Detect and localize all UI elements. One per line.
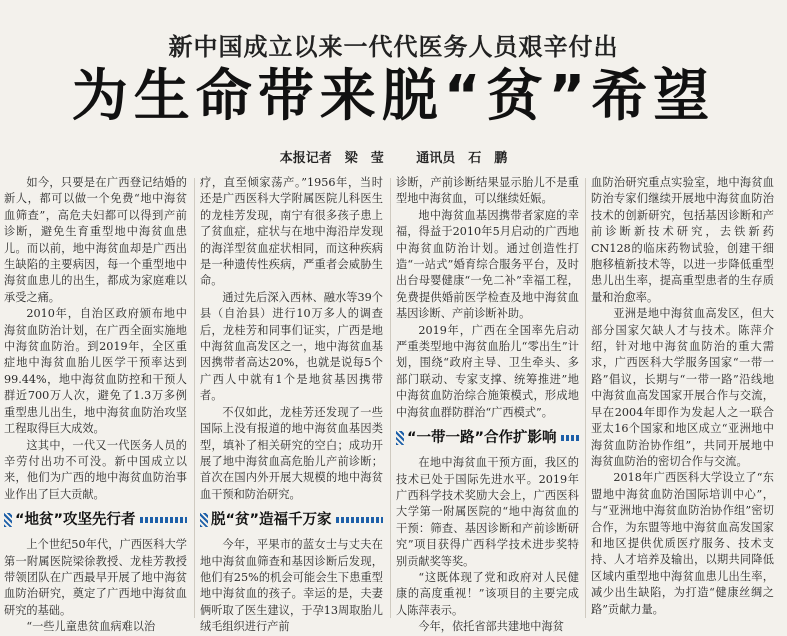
- article-paragraph: 地中海贫血基因携带者家庭的幸福，得益于2010年5月启动的广西地中海贫血防治计划。通过创造性打造“一站式”婚育综合服务平台，及时出台母婴健康“一免二补”幸福工程，免费提供婚前医学检查及地中海贫血基因诊断、产前诊断补助。: [396, 208, 579, 321]
- section-heading: [4, 509, 187, 531]
- column-divider: [585, 178, 586, 618]
- article-paragraph: 2018年广西医科大学设立了“东盟地中海贫血防治国际培训中心”，与“亚洲地中海贫血防治协作组”密切合作，为东盟等地中海贫血高发国家和地区提供优质医疗服务、技术支持、人才培养及输出，以期共同降低区域内重型地中海贫血患儿出生率，减少出生缺陷，为打造“健康丝绸之路”贡献力量。: [591, 471, 774, 616]
- article-paragraph: “这既体现了党和政府对人民健康的高度重视！”该项目的主要完成人陈萍表示。: [396, 570, 579, 617]
- article-paragraph: 2010年，自治区政府颁布地中海贫血防治计划，在广西全面实施地中海贫血防治。到2019年，全区重症地中海贫血胎儿医学干预率达到99.44%，地中海贫血防控和干预人群近700万人次，避免了1.3万多例重型患儿出生，地中海贫血防治攻坚工程取得巨大成效。: [4, 307, 187, 436]
- section-rule: [140, 517, 187, 523]
- article-paragraph: 如今，只要是在广西登记结婚的新人，都可以做一个免费“地中海贫血筛查”，高危夫妇都可以得到产前诊断，避免生育重型地中海贫血患儿。而以前，地中海贫血却是广西出生缺陷的主要病因，每一个重型地中海贫血患儿的出生，都成为家庭难以承受之痛。: [4, 176, 187, 304]
- section-marker: [4, 513, 12, 527]
- article-paragraph: “一些儿童患贫血病难以治: [26, 620, 156, 634]
- article-column-3: [396, 175, 579, 636]
- article-paragraph: 亚洲是地中海贫血高发区，但大部分国家欠缺人才与技术。陈萍介绍，针对地中海贫血防治的重大需求，广西医科大学服务国家“一带一路”倡议，长期与“一带一路”沿线地中海贫血高发国家开展合作与交流，早在2004年即作为发起人之一联合亚太16个国家和地区成立“亚洲地中海贫血防治协作组”，共同开展地中海贫血防治的密切合作与交流。: [591, 307, 774, 468]
- article-column-2: [200, 175, 383, 636]
- article-paragraph: 在地中海贫血干预方面，我区的技术已处于国际先进水平。2019年广西科学技术奖励大会上，广西医科大学第一附属医院的“地中海贫血的干预：筛查、基因诊断和产前诊断研究”项目获得广西科学技术进步奖特别贡献奖等奖。: [396, 456, 579, 568]
- article-paragraph: 这其中，一代又一代医务人员的辛劳付出功不可没。新中国成立以来，他们为广西的地中海贫血防治事业作出了巨大贡献。: [4, 438, 187, 501]
- article-paragraph: 血防治研究重点实验室，地中海贫血防治专家们继续开展地中海贫血防治技术的创新研究，包括基因诊断和产前诊断新技术研究，去铁新药CN128的临床药物试验，创建干细胞移植新技术等，以进一步降低重型患儿出生率，提高重型患者的生存质量和治愈率。: [591, 176, 774, 304]
- article-paragraph: 不仅如此，龙桂芳还发现了一些国际上没有报道的地中海贫血基因类型，填补了相关研究的空白；成功开展了地中海贫血高危胎儿产前诊断；首次在国内外开展大规模的地中海贫血干预和防治研究。: [200, 405, 383, 501]
- article-paragraph: 疗，直至倾家荡产。”1956年，当时还是广西医科大学附属医院儿科医生的龙桂芳发现，南宁有很多孩子患上了贫血症，症状与在地中海沿岸发现的海洋型贫血症状相同，而这种疾病是一种遗传性疾病，严重者会威胁生命。: [200, 176, 383, 288]
- section-rule: [336, 517, 383, 523]
- section-marker: [200, 513, 208, 527]
- article-paragraph: 今年，依托省部共建地中海贫: [418, 620, 564, 634]
- headline: 为生命带来脱“贫”希望: [71, 64, 716, 129]
- sub-headline: 新中国成立以来一代代医务人员艰辛付出: [168, 33, 619, 61]
- byline-correspondent: 通讯员 石 鹏: [416, 151, 508, 166]
- section-rule: [561, 435, 579, 441]
- section-marker: [396, 431, 404, 445]
- section-title: “一带一路”合作扩影响: [407, 429, 557, 446]
- article-column-1: [4, 175, 187, 636]
- article-paragraph: 诊断，产前诊断结果显示胎儿不是重型地中海贫血，可以继续妊娠。: [396, 176, 579, 206]
- article-paragraph: 今年，平果市的蓝女士与丈夫在地中海贫血筛查和基因诊断后发现，他们有25%的机会可能会生下患重型地中海贫血的孩子。幸运的是，夫妻俩听取了医生建议，于孕13周取胎儿绒毛组织进行产前: [200, 538, 383, 634]
- article-paragraph: 2019年，广西在全国率先启动严重类型地中海贫血胎儿“零出生”计划，围绕“政府主导、卫生牵头、多部门联动、专家支撑、统筹推进”地中海贫血防治综合施策模式，形成地中海贫血群防群治“广西模式”。: [396, 323, 579, 419]
- byline-reporter: 本报记者 梁 莹: [279, 151, 384, 166]
- section-title: 脱“贫”造福千万家: [211, 511, 332, 528]
- section-heading: [200, 509, 383, 531]
- section-title: “地贫”攻坚先行者: [15, 511, 136, 528]
- section-heading: [396, 427, 579, 449]
- byline: [0, 147, 787, 166]
- article-paragraph: 上个世纪50年代，广西医科大学第一附属医院梁徐教授、龙桂芳教授带领团队在广西最早开展了地中海贫血防治研究，奠定了广西地中海贫血研究的基础。: [4, 538, 187, 617]
- article-column-4: [591, 175, 774, 618]
- column-divider: [194, 178, 195, 618]
- column-divider: [390, 178, 391, 618]
- article-paragraph: 通过先后深入西林、融水等39个县（自治县）进行10万多人的调查后，龙桂芳和同事们证实，广西是地中海贫血高发区之一，地中海贫血基因携带者高达20%，也就是说每5个广西人中就有1个是地贫基因携带者。: [200, 290, 383, 403]
